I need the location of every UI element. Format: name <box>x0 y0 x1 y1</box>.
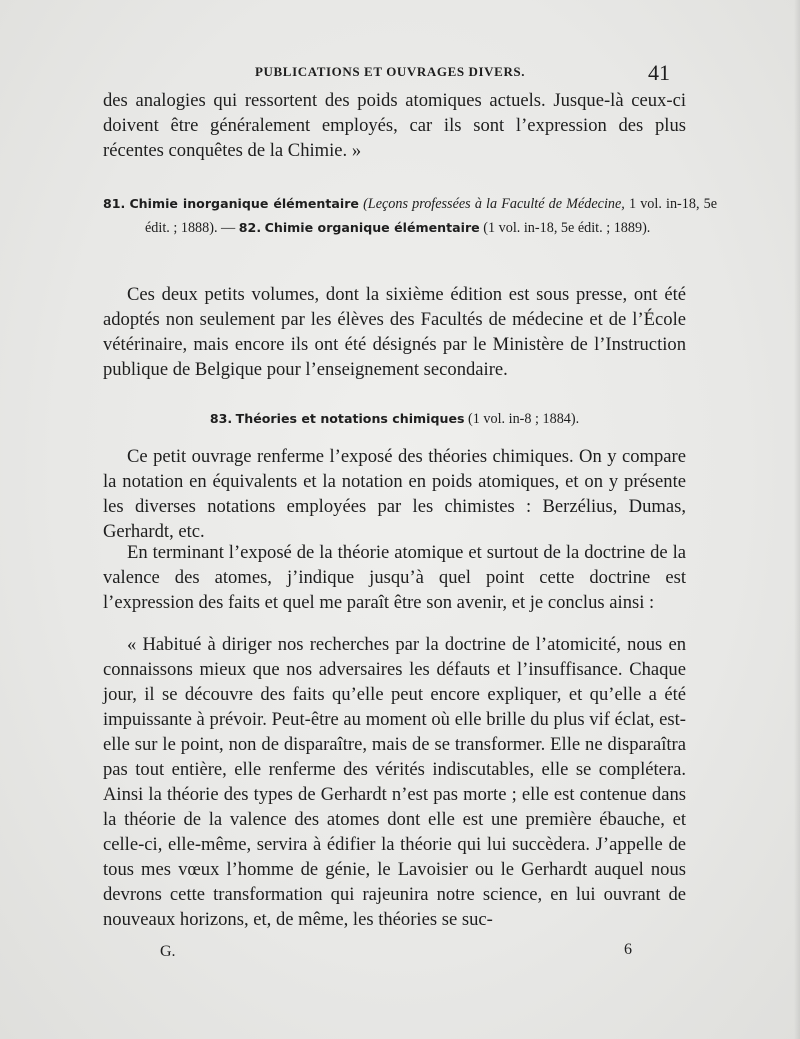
entry-82-title: Chimie organique élémentaire <box>264 220 480 235</box>
entry-81-subtitle: (Leçons professées à la Faculté de Médecine, <box>363 196 625 212</box>
paragraph-3: Ce petit ouvrage renferme l’exposé des théories chimiques. On y compare la notation en équivalents et la notation en poids atomiques, et on y présente les diverses notations employées par les chimistes : Berzélius, Dumas, Gerhardt, etc. <box>103 446 686 542</box>
signature-mark: G. <box>160 943 176 960</box>
paragraph-4: En terminant l’exposé de la théorie atomique et surtout de la doctrine de la valence des atomes, j’indique jusqu’à quel point cette doctrine est l’expression des faits et quel me paraît être son avenir, et je conclus ainsi : <box>103 542 686 613</box>
entry-81-details: 1 vol. in-18, 5e édit. ; 1888). — <box>145 196 718 236</box>
bibliography-entry-81-82 <box>103 192 717 240</box>
bibliography-entry-83 <box>103 407 686 431</box>
entry-81-number: 81. <box>103 196 126 211</box>
running-title: PUBLICATIONS ET OUVRAGES DIVERS. <box>255 64 526 79</box>
sheet-number: 6 <box>624 941 632 958</box>
entry-83-number: 83. <box>209 411 233 426</box>
paragraph-5-quotation: « Habitué à diriger nos recherches par la doctrine de l’atomicité, nous en connaissons mieux que nos adversaires les défauts et l’insuffisance. Chaque jour, il se découvre des faits qu’elle peut encore expliquer, et qu’elle a été impuissante à prévoir. Peut-être au moment où elle brille du plus vif éclat, est-elle sur le point, non de disparaître, mais de se transformer. Elle ne disparaîtra pas tout entière, elle renferme des vérités indiscutables, elle se complétera. Ainsi la théorie des types de Gerhardt n’est pas morte ; elle est contenue dans la théorie de la valence des atomes dont elle est une première ébauche, et celle-ci, elle-même, servira à édifier la théorie qui lui succèdera. J’appelle de tous mes vœux l’homme de génie, le Lavoisier ou le Gerhardt auquel nous devrons cette transformation qui rajeunira notre science, en lui ouvrant de nouveaux horizons, et, de même, les théories se suc- <box>103 634 686 930</box>
entry-83-title: Théories et notations chimiques <box>235 411 465 426</box>
entry-82-details: (1 vol. in-18, 5e édit. ; 1889). <box>483 220 651 236</box>
paragraph-1: des analogies qui ressortent des poids atomiques actuels. Jusque-là ceux-ci doivent être généralement employés, car ils sont l’expression des plus récentes conquêtes de la Chimie. » <box>103 90 686 161</box>
entry-83-details: (1 vol. in-8 ; 1884). <box>468 411 580 427</box>
entry-82-number: 82. <box>238 220 262 235</box>
paragraph-2: Ces deux petits volumes, dont la sixième édition est sous presse, ont été adoptés non seulement par les élèves des Facultés de médecine et de l’École vétérinaire, mais encore ils ont été désignés par le Ministère de l’Instruction publique de Belgique pour l’enseignement secondaire. <box>103 284 686 380</box>
page-number: 41 <box>648 60 670 85</box>
page-edge-shadow <box>794 0 800 1039</box>
entry-81-title: Chimie inorganique élémentaire <box>129 196 359 211</box>
